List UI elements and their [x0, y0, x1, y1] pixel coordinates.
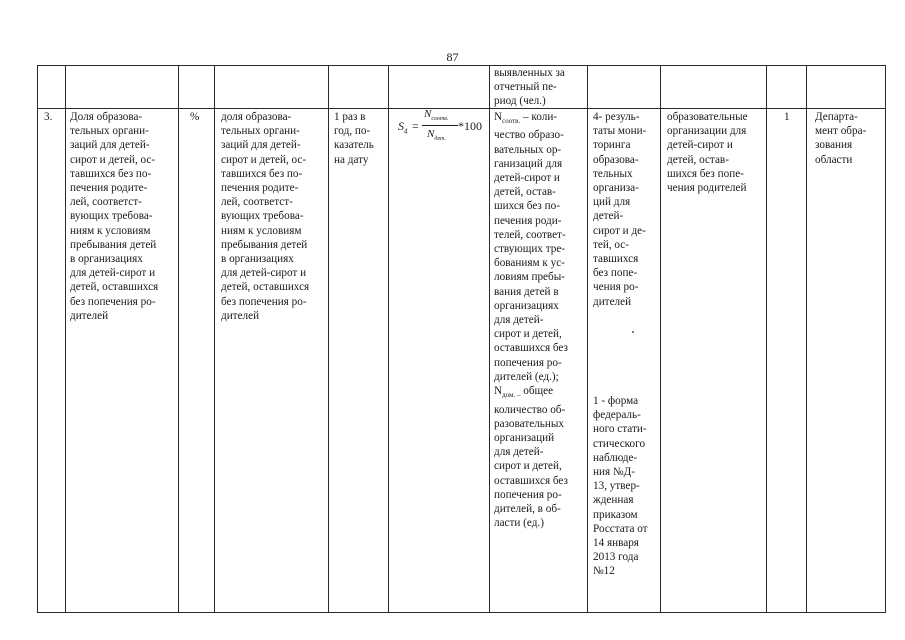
continuation-indicator-text: выявленных за отчетный пе- риод (чел.) [494, 67, 565, 108]
page-number: 87 [446, 50, 459, 64]
row-index: 3. [44, 111, 53, 123]
formula-multiplier: *100 [458, 119, 482, 133]
indicator-name: Доля образова- тельных органи- заций для детей- сирот и детей, ос- тавшихся без по- печения родите- лей, соответст- вующих требова- ниям к условиям пребывания детей в организациях для детей-сирот и детей, оставшихся без попечения ро- дителей [70, 111, 159, 322]
formula-equals: = [412, 119, 419, 133]
data-source-monitoring: 4- резуль- таты мони- торинга образова- тельных организа- ций для детей- сирот и де- тей, ос- тавшихся без попе- чения ро- дителей [593, 111, 647, 308]
fraction-bar [422, 125, 458, 126]
data-source-statistical-form: 1 - форма федераль- ного стати- стического наблюде- ния №Д- 13, утвер- жденная приказом Росстата от 14 января 2013 года №12 [593, 395, 648, 578]
column-border [766, 65, 767, 613]
formula-lhs: $S_4$ [398, 119, 408, 136]
column-border [806, 65, 807, 613]
unit-of-measure: % [190, 111, 200, 123]
calculation-formula [394, 108, 490, 146]
variable-n-total: $N_{дом. -}$ [494, 385, 521, 400]
frequency: 1 раз в год, по- казатель на дату [334, 111, 374, 166]
scan-artifact [632, 331, 634, 333]
column-border [178, 65, 179, 613]
column-border [660, 65, 661, 613]
formula-variables: $N_{соотв.}$ – коли- чество образо- вательных ор- ганизаций для детей-сирот и детей, остав- шихся без по- печения роди- телей, соответ- ствующих тре- бованиям к ус- ловиям пребы- вания детей в организациях для детей- сирот и детей, оставшихся без попечения ро- дителей (ед.); $N_{дом. -}$ общее количество об- разовательных организаций для детей- сирот и детей, оставшихся без попечения ро- дителей, в об- ласти (ед.) [494, 111, 568, 530]
column-border [388, 65, 389, 613]
column-border [65, 65, 66, 613]
table-top-border [37, 65, 886, 66]
variable-n-match: $N_{соотв.}$ [494, 111, 521, 126]
formula-denominator: $N_{дет.}$ [427, 128, 446, 143]
formula-numerator: $N_{соотв.}$ [424, 108, 449, 123]
method-code: 1 [784, 111, 790, 123]
indicator-definition: доля образова- тельных органи- заций для детей- сирот и детей, ос- тавшихся без по- печения родите- лей, соответст- вующих требова- ниям к условиям пребывания детей в организациях для детей-сирот и детей, оставшихся без попечения ро- дителей [221, 111, 310, 322]
table-bottom-border [37, 612, 886, 613]
observation-population: образовательные организации для детей-сирот и детей, остав- шихся без попе- чения родителей [667, 111, 748, 195]
column-border [489, 65, 490, 613]
responsible-body: Департа- мент обра- зования области [815, 111, 867, 166]
column-border [214, 65, 215, 613]
column-border [885, 65, 886, 613]
column-border [328, 65, 329, 613]
column-border [37, 65, 38, 613]
